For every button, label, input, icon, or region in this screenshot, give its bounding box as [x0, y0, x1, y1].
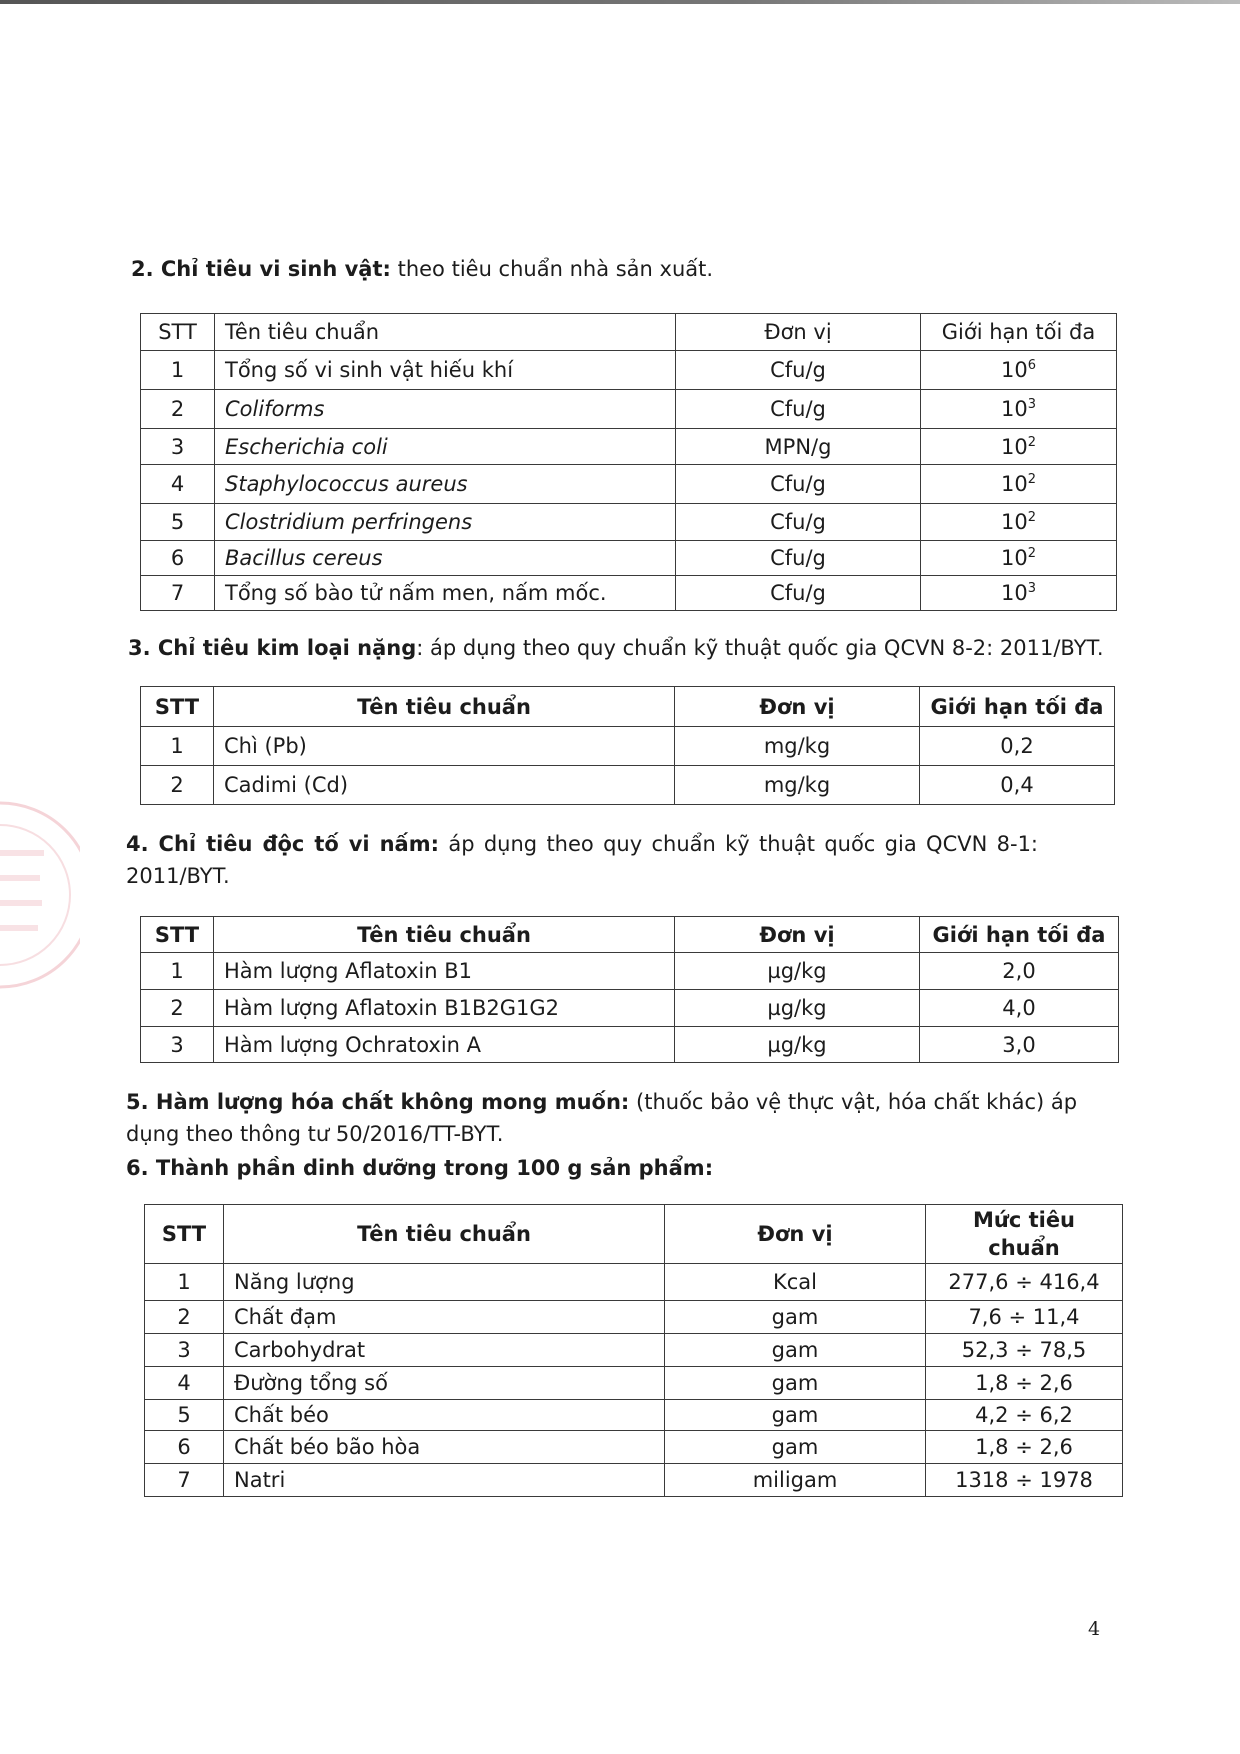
table-row: 6 Chất béo bão hòa gam 1,8 ÷ 2,6	[145, 1431, 1123, 1464]
table-row: 1 Hàm lượng Aflatoxin B1 µg/kg 2,0	[141, 953, 1119, 990]
header-stt: STT	[141, 314, 215, 351]
microbiology-table	[140, 313, 1117, 611]
section-3-heading: 3. Chỉ tiêu kim loại nặng: áp dụng theo quy chuẩn kỹ thuật quốc gia QCVN 8-2: 2011/BYT.	[128, 636, 1104, 660]
table-row: 3 Hàm lượng Ochratoxin A µg/kg 3,0	[141, 1027, 1119, 1063]
table-row: 1 Chì (Pb) mg/kg 0,2	[141, 727, 1115, 766]
section-5-heading: 5. Hàm lượng hóa chất không mong muốn: (thuốc bảo vệ thực vật, hóa chất khác) áp dụng theo thông tư 50/2016/TT-BYT.	[126, 1090, 1078, 1146]
mycotoxin-table	[140, 916, 1119, 1063]
table-row: 2 Chất đạm gam 7,6 ÷ 11,4	[145, 1301, 1123, 1334]
scan-top-edge	[0, 0, 1240, 4]
page-number: 4	[1088, 1618, 1101, 1640]
table-row: 5 Clostridium perfringens Cfu/g $10^2$	[141, 504, 1117, 541]
header-unit: Đơn vị	[676, 314, 921, 351]
stamp-seal-icon	[0, 790, 80, 1000]
table-row: 6 Bacillus cereus Cfu/g $10^2$	[141, 541, 1117, 576]
heavy-metals-table	[140, 686, 1115, 805]
table-row: 3 Escherichia coli MPN/g $10^2$	[141, 429, 1117, 465]
table-row: 3 Carbohydrat gam 52,3 ÷ 78,5	[145, 1334, 1123, 1367]
table-header-row: STT Tên tiêu chuẩn Đơn vị Giới hạn tối đa	[141, 917, 1119, 953]
table-row: 2 Cadimi (Cd) mg/kg 0,4	[141, 766, 1115, 805]
section-2-heading: 2. Chỉ tiêu vi sinh vật: theo tiêu chuẩn nhà sản xuất.	[131, 257, 714, 281]
table-row: 4 Staphylococcus aureus Cfu/g $10^2$	[141, 465, 1117, 504]
table-header-row	[141, 314, 1117, 351]
nutrition-table	[144, 1204, 1123, 1497]
table-row: 1 Tổng số vi sinh vật hiếu khí Cfu/g $10^6$	[141, 351, 1117, 390]
table-row: 5 Chất béo gam 4,2 ÷ 6,2	[145, 1400, 1123, 1431]
table-row: 7 Natri miligam 1318 ÷ 1978	[145, 1464, 1123, 1497]
table-row: 2 Coliforms Cfu/g $10^3$	[141, 390, 1117, 429]
table-row: 4 Đường tổng số gam 1,8 ÷ 2,6	[145, 1367, 1123, 1400]
table-row: 1 Năng lượng Kcal 277,6 ÷ 416,4	[145, 1264, 1123, 1301]
section-4-heading: 4. Chỉ tiêu độc tố vi nấm: áp dụng theo quy chuẩn kỹ thuật quốc gia QCVN 8-1: 2011/BYT.	[126, 832, 1038, 888]
table-header-row: STT Tên tiêu chuẩn Đơn vị Giới hạn tối đa	[141, 687, 1115, 727]
header-name: Tên tiêu chuẩn	[215, 314, 676, 351]
section-6-heading: 6. Thành phần dinh dưỡng trong 100 g sản phẩm:	[126, 1156, 714, 1180]
table-row: 7 Tổng số bào tử nấm men, nấm mốc. Cfu/g $10^3$	[141, 576, 1117, 611]
table-row: 2 Hàm lượng Aflatoxin B1B2G1G2 µg/kg 4,0	[141, 990, 1119, 1027]
header-limit: Giới hạn tối đa	[921, 314, 1117, 351]
table-header-row: STT Tên tiêu chuẩn Đơn vị Mức tiêu chuẩn	[145, 1205, 1123, 1264]
